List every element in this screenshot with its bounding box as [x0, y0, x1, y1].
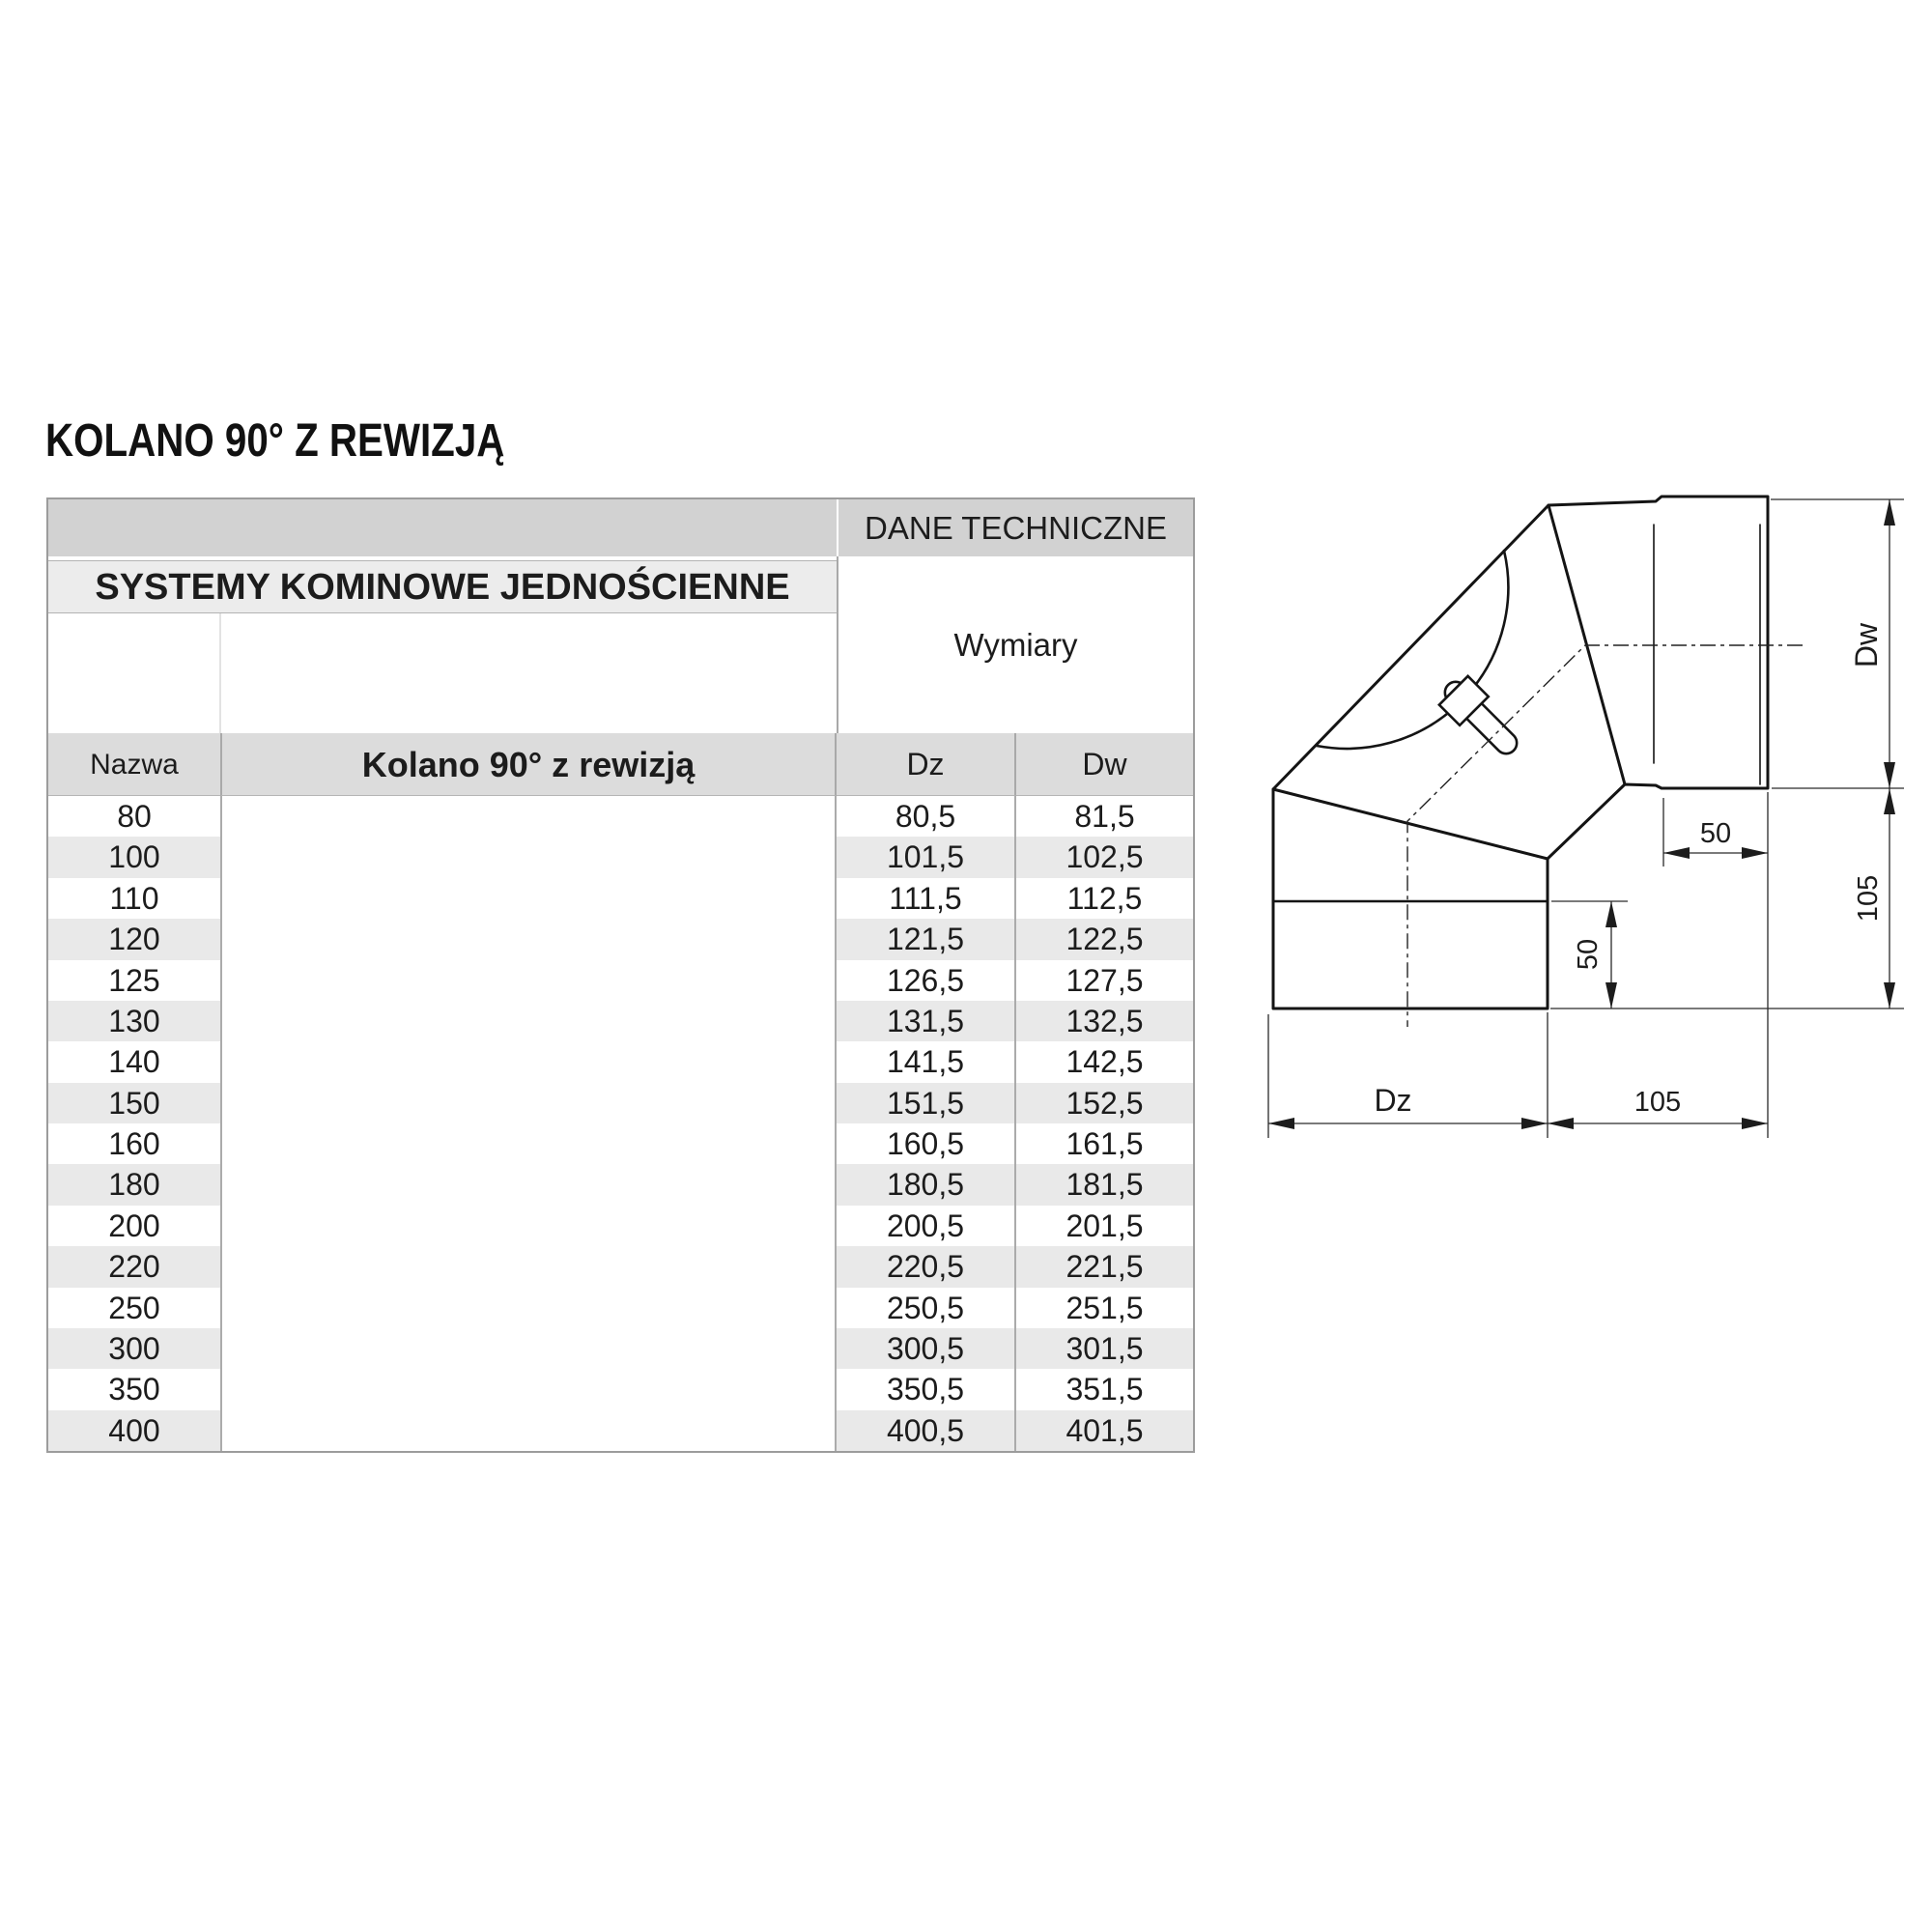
cell-dw: 81,5 [1016, 796, 1193, 837]
cell-nazwa: 125 [48, 960, 220, 1001]
table-row [48, 1206, 1193, 1246]
cell-dz: 111,5 [837, 878, 1016, 919]
cell-nazwa: 80 [48, 796, 220, 837]
table-row [48, 919, 1193, 959]
cell-dw: 181,5 [1016, 1164, 1193, 1205]
cell-dw: 301,5 [1016, 1328, 1193, 1369]
cell-dw: 132,5 [1016, 1001, 1193, 1041]
cell-dw: 122,5 [1016, 919, 1193, 959]
cell-dz: 400,5 [837, 1410, 1016, 1451]
cell-drawing-column [220, 878, 837, 919]
cell-nazwa: 100 [48, 837, 220, 877]
cell-drawing-column [220, 1041, 837, 1082]
table-row [48, 1164, 1193, 1205]
table-row [48, 1123, 1193, 1164]
cell-nazwa: 300 [48, 1328, 220, 1369]
cell-nazwa: 180 [48, 1164, 220, 1205]
cell-nazwa: 110 [48, 878, 220, 919]
column-header-dw: Dw [1016, 733, 1193, 796]
technical-drawing [1256, 478, 1932, 1154]
dim-label-dw: Dw [1849, 622, 1884, 668]
cell-dz: 220,5 [837, 1246, 1016, 1287]
header-dane-techniczne: DANE TECHNICZNE [838, 499, 1193, 556]
table-row [48, 1288, 1193, 1328]
cell-dz: 131,5 [837, 1001, 1016, 1041]
cell-dz: 250,5 [837, 1288, 1016, 1328]
cell-dz: 300,5 [837, 1328, 1016, 1369]
table-row [48, 1369, 1193, 1409]
cell-drawing-column [220, 919, 837, 959]
cell-dz: 101,5 [837, 837, 1016, 877]
table-row [48, 1328, 1193, 1369]
cell-drawing-column [220, 1123, 837, 1164]
header-wymiary: Wymiary [837, 556, 1193, 733]
cell-drawing-column [220, 837, 837, 877]
cell-dw: 161,5 [1016, 1123, 1193, 1164]
cell-drawing-column [220, 1369, 837, 1409]
dim-label-50-inset: 50 [1573, 938, 1604, 971]
cell-dz: 126,5 [837, 960, 1016, 1001]
cell-drawing-column [220, 1410, 837, 1451]
table-row [48, 1001, 1193, 1041]
column-header-dz: Dz [837, 733, 1016, 796]
cell-dz: 160,5 [837, 1123, 1016, 1164]
table-row [48, 1083, 1193, 1123]
cell-dw: 112,5 [1016, 878, 1193, 919]
cell-nazwa: 200 [48, 1206, 220, 1246]
dim-label-50-socket: 50 [1699, 818, 1732, 849]
cell-nazwa: 220 [48, 1246, 220, 1287]
cell-dw: 251,5 [1016, 1288, 1193, 1328]
technical-data-table [46, 497, 1195, 1453]
cell-dz: 151,5 [837, 1083, 1016, 1123]
table-row [48, 960, 1193, 1001]
cell-nazwa: 350 [48, 1369, 220, 1409]
cell-dz: 180,5 [837, 1164, 1016, 1205]
cell-dw: 201,5 [1016, 1206, 1193, 1246]
cell-drawing-column [220, 1328, 837, 1369]
cell-drawing-column [220, 1206, 837, 1246]
cell-drawing-column [220, 1001, 837, 1041]
table-row [48, 796, 1193, 837]
column-header-kolano: Kolano 90° z rewizją [220, 733, 837, 796]
table-row [48, 878, 1193, 919]
cell-nazwa: 160 [48, 1123, 220, 1164]
table-row [48, 837, 1193, 877]
cell-dz: 80,5 [837, 796, 1016, 837]
cell-drawing-column [220, 1246, 837, 1287]
header-systemy-kominowe: SYSTEMY KOMINOWE JEDNOŚCIENNE [48, 560, 837, 613]
elbow-silhouette [1273, 497, 1768, 1009]
cell-dw: 221,5 [1016, 1246, 1193, 1287]
cell-dz: 350,5 [837, 1369, 1016, 1409]
header-spacer-cell [48, 499, 837, 556]
cell-drawing-column [220, 1083, 837, 1123]
cell-dw: 351,5 [1016, 1369, 1193, 1409]
cell-nazwa: 250 [48, 1288, 220, 1328]
cell-nazwa: 150 [48, 1083, 220, 1123]
cell-dw: 152,5 [1016, 1083, 1193, 1123]
cell-nazwa: 400 [48, 1410, 220, 1451]
table-row [48, 1410, 1193, 1451]
dim-label-dz: Dz [1374, 1083, 1412, 1118]
cell-dw: 401,5 [1016, 1410, 1193, 1451]
cell-drawing-column [220, 796, 837, 837]
cell-dz: 121,5 [837, 919, 1016, 959]
faint-column-divider [219, 613, 221, 733]
dim-label-105-right: 105 [1853, 874, 1884, 923]
table-row [48, 1246, 1193, 1287]
table-row [48, 1041, 1193, 1082]
page-title: KOLANO 90° Z REWIZJĄ [45, 415, 505, 467]
cell-nazwa: 140 [48, 1041, 220, 1082]
cell-dw: 142,5 [1016, 1041, 1193, 1082]
cell-dz: 141,5 [837, 1041, 1016, 1082]
empty-header-cell [48, 613, 837, 733]
cell-dw: 127,5 [1016, 960, 1193, 1001]
dim-label-105-bottom: 105 [1634, 1087, 1682, 1118]
cell-drawing-column [220, 960, 837, 1001]
column-header-nazwa: Nazwa [48, 733, 220, 796]
cell-dz: 200,5 [837, 1206, 1016, 1246]
cell-drawing-column [220, 1164, 837, 1205]
cell-nazwa: 120 [48, 919, 220, 959]
cell-nazwa: 130 [48, 1001, 220, 1041]
cell-drawing-column [220, 1288, 837, 1328]
table-body [48, 796, 1193, 1451]
cell-dw: 102,5 [1016, 837, 1193, 877]
